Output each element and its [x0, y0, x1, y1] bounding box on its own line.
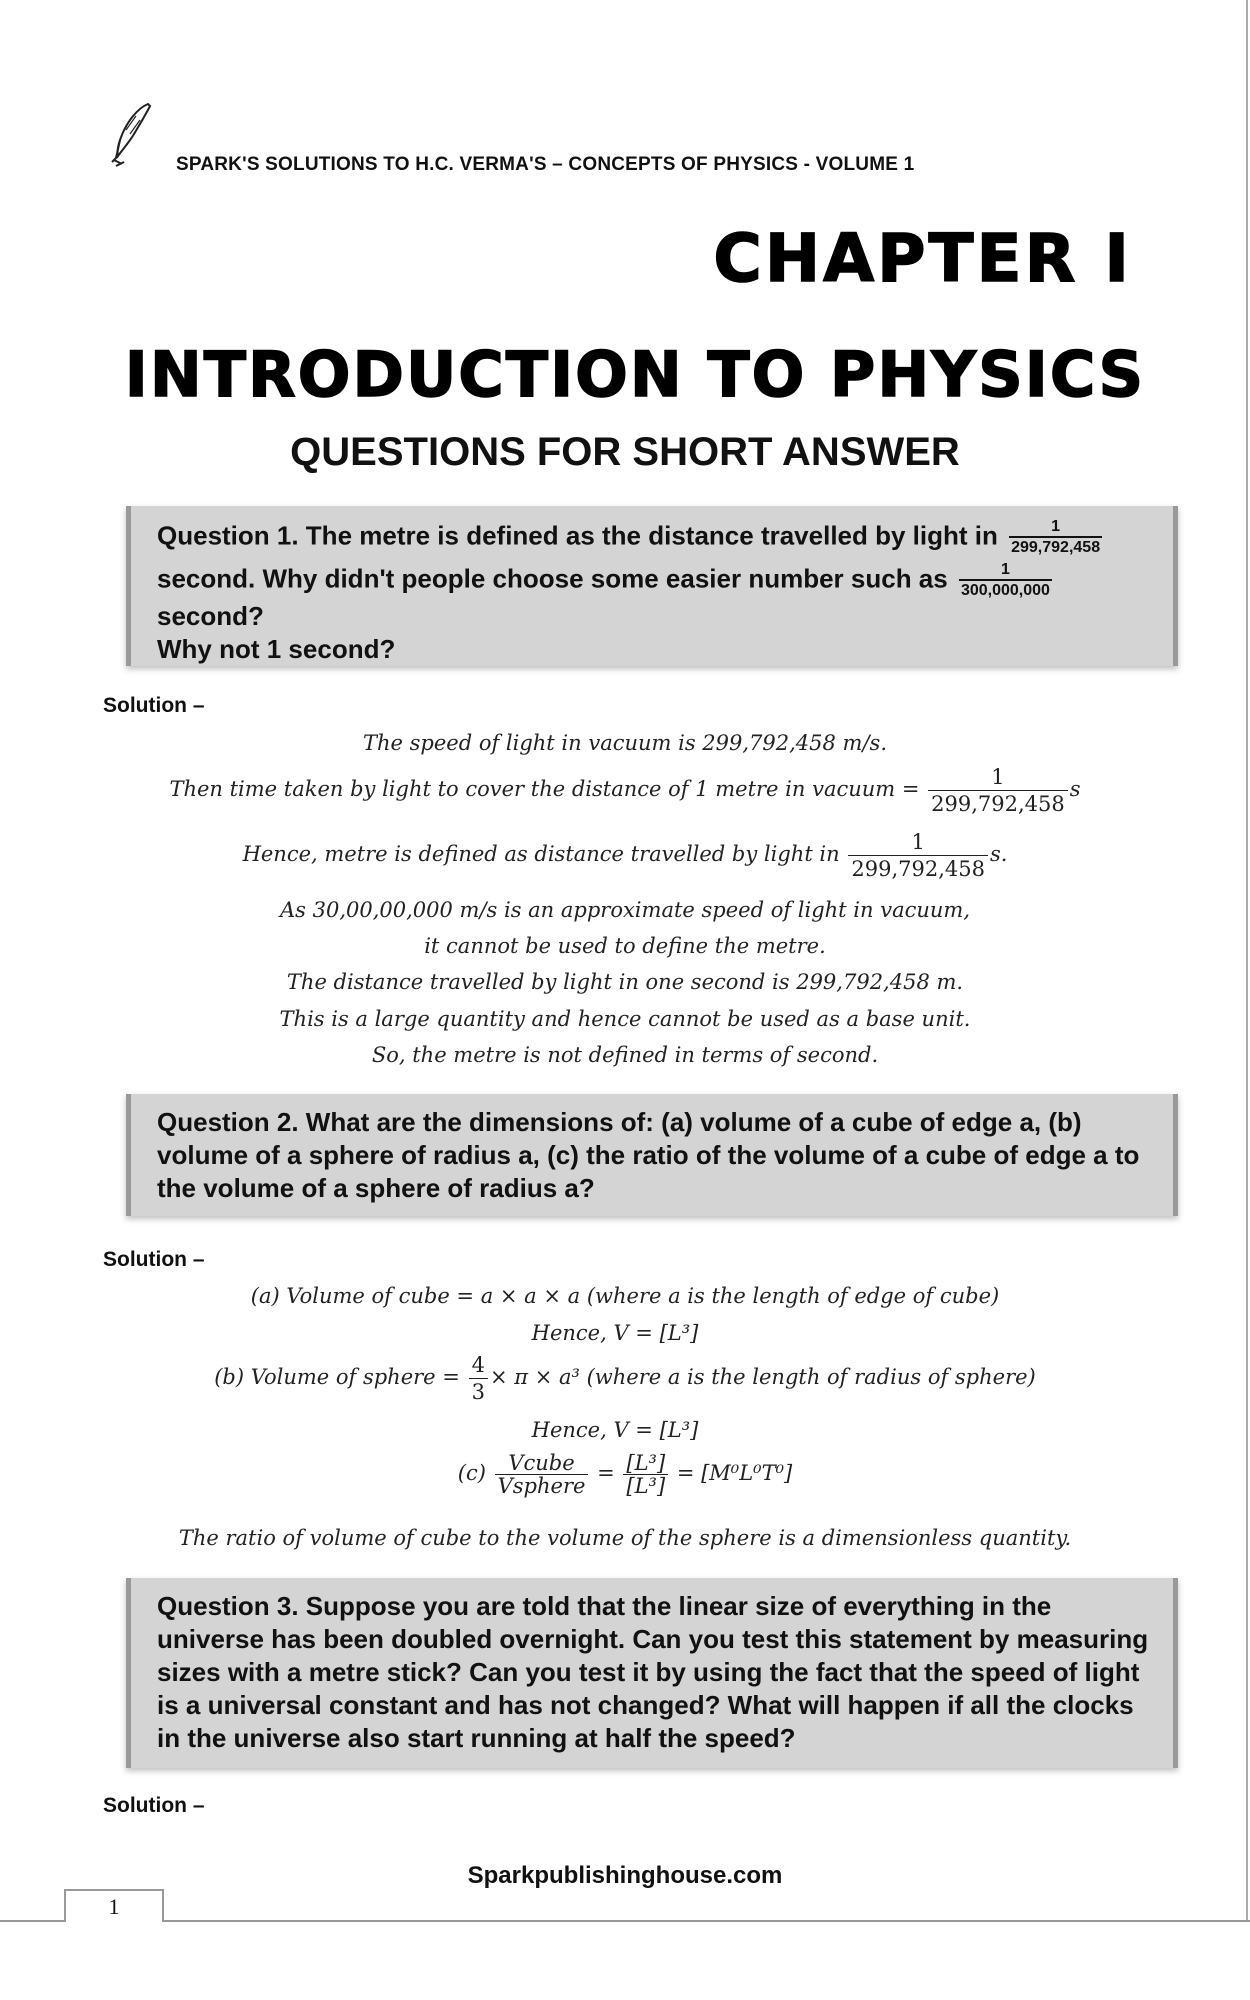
- question-3-box: [126, 1578, 1178, 1768]
- solution-1-line-6: The distance travelled by light in one second is 299,792,458 m.: [286, 970, 964, 994]
- quill-pen-icon: [108, 100, 158, 170]
- solution-2-part-c-fraction-2: $\frac{\text{[L³]}}{\text{[L³]}}$: [623, 1452, 668, 1497]
- question-1-line-1: Question 1. The metre is defined as the distance travelled by light in $\frac{1}{299,792,458}$: [157, 518, 1101, 556]
- solution-2-label: Solution –: [103, 1248, 205, 1271]
- solution-1-line-4: As 30,00,00,000 m/s is an approximate speed of light in vacuum,: [279, 898, 971, 922]
- solution-1-line-2-fraction: $\frac{1}{299,792,458}$: [928, 764, 1068, 817]
- question-1-fraction-2: $\frac{1}{300,000,000}$: [960, 561, 1050, 599]
- solution-2-part-c-fraction-1: $\frac{\text{Vcube}}{\text{Vsphere}}$: [495, 1452, 589, 1497]
- question-1-fraction-1: $\frac{1}{299,792,458}$: [1011, 518, 1101, 556]
- question-1-box: [126, 506, 1178, 666]
- chapter-subtitle: INTRODUCTION TO PHYSICS: [124, 338, 1146, 411]
- solution-1-line-3-fraction: $\frac{1}{299,792,458}$: [848, 829, 988, 882]
- book-title: SPARK'S SOLUTIONS TO H.C. VERMA'S – CONCEPTS OF PHYSICS - VOLUME 1: [176, 154, 915, 175]
- question-2-text: Question 2. What are the dimensions of: (a) volume of a cube of edge a, (b) volume of a sphere of radius a, (c) the ratio of the volume of a cube of edge a to the volume of a sphere of radius a?: [157, 1107, 1140, 1203]
- solution-1-line-2: Then time taken by light to cover the distance of 1 metre in vacuum = $\frac{1}{299,792,458}$ s: [169, 765, 1081, 816]
- solution-2-part-b: (b) Volume of sphere = $\frac{4}{3}$ × π × a³ (where a is the length of radius of sphere): [214, 1353, 1036, 1404]
- page-number: 1: [64, 1889, 164, 1922]
- solution-2-part-a-hence: Hence, V = [L³]: [531, 1321, 699, 1345]
- footer-rule: [0, 1920, 1250, 1922]
- solution-1-line-1: The speed of light in vacuum is 299,792,458 m/s.: [362, 731, 887, 755]
- question-1-line-2: second. Why didn't people choose some easier number such as $\frac{1}{300,000,000}$ second?: [157, 561, 1050, 631]
- question-1-line-3: Why not 1 second?: [157, 634, 396, 664]
- solution-2-part-c: (c) $\frac{\text{Vcube}}{\text{Vsphere}}$ = $\frac{\text{[L³]}}{\text{[L³]}}$ = [M⁰L⁰T⁰]: [457, 1451, 793, 1498]
- solution-1-label: Solution –: [103, 694, 205, 717]
- question-3-text: Question 3. Suppose you are told that the linear size of everything in the universe has been doubled overnight. Can you test this statement by measuring sizes with a metre stick? Can you test it by using the fact that the speed of light is a universal constant and has not changed? What will happen if all the clocks in the universe also start running at half the speed?: [157, 1591, 1149, 1753]
- solution-1-line-8: So, the metre is not defined in terms of second.: [371, 1043, 879, 1067]
- chapter-title: CHAPTER I: [713, 220, 1132, 297]
- solution-2-conclusion: The ratio of volume of cube to the volume of the sphere is a dimensionless quantity.: [178, 1526, 1072, 1550]
- footer-website: Sparkpublishinghouse.com: [467, 1862, 783, 1889]
- solution-1-line-7: This is a large quantity and hence cannot be used as a base unit.: [279, 1007, 971, 1031]
- section-heading: QUESTIONS FOR SHORT ANSWER: [290, 430, 960, 474]
- solution-2-part-b-hence: Hence, V = [L³]: [531, 1418, 699, 1442]
- solution-2-part-a: (a) Volume of cube = a × a × a (where a is the length of edge of cube): [250, 1284, 1000, 1308]
- solution-1-line-5: it cannot be used to define the metre.: [424, 934, 826, 958]
- question-2-box: [126, 1094, 1178, 1216]
- solution-2-part-b-fraction: $\frac{4}{3}$: [469, 1352, 488, 1405]
- solution-1-line-3: Hence, metre is defined as distance travelled by light in $\frac{1}{299,792,458}$ s.: [242, 830, 1008, 881]
- solution-3-label: Solution –: [103, 1794, 205, 1817]
